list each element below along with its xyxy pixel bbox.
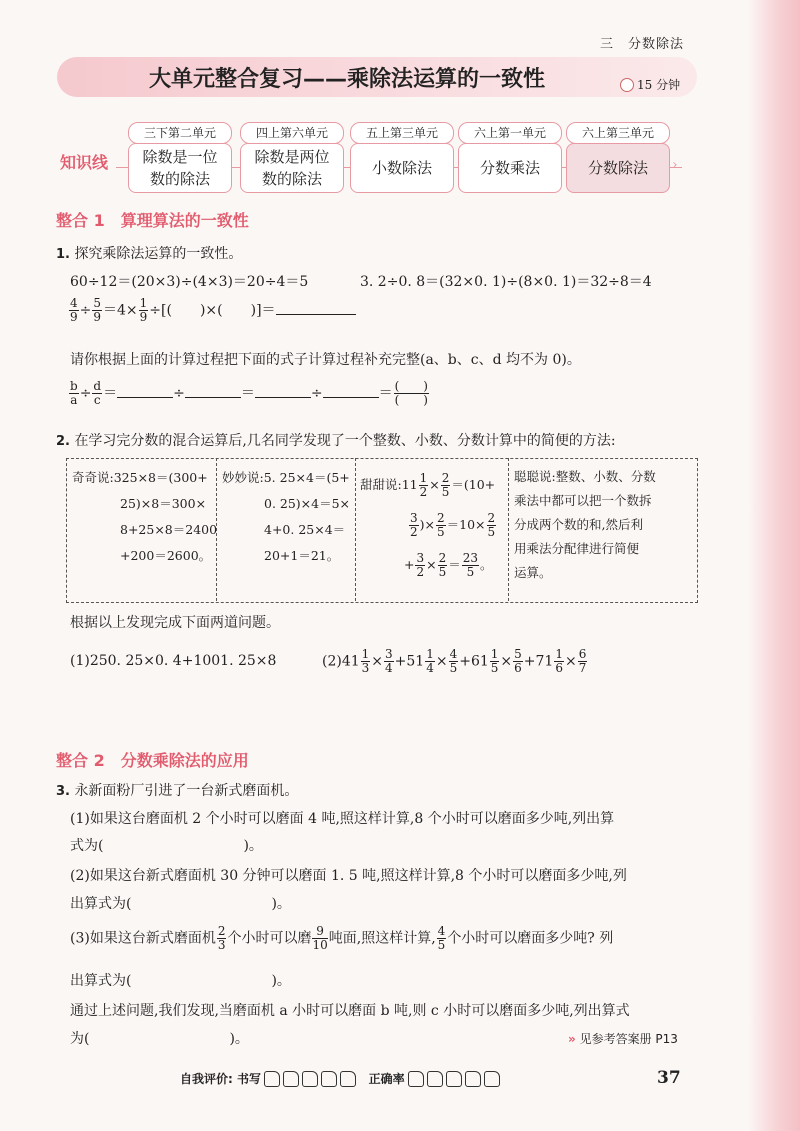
follow-up-text: 根据以上发现完成下面两道问题。 [70, 615, 280, 631]
unit-topic: 除数是两位 数的除法 [240, 143, 344, 193]
unit-tag: 六上第一单元 [458, 122, 562, 144]
thumb-up-icon[interactable] [446, 1071, 462, 1087]
clock-icon [620, 78, 634, 92]
equation: 60÷12＝(20×3)÷(4×3)＝20÷4＝5 [70, 274, 309, 290]
unit-tag: 六上第三单元 [566, 122, 670, 144]
answer-blank[interactable] [323, 397, 379, 398]
answer-blank[interactable] [117, 397, 173, 398]
answer-reference: » 见参考答案册 P13 [568, 1032, 678, 1046]
question-text: 探究乘除法运算的一致性。 [74, 246, 243, 262]
thumb-up-icon[interactable] [283, 1071, 299, 1087]
thumb-up-icon[interactable] [408, 1071, 424, 1087]
equation-fill: $\frac{4}{9}$ ÷ $\frac{5}{9}$ ＝4× $\frac{1}{9}$ ÷[( )×( )]＝ [68, 297, 356, 324]
answer-blank[interactable] [255, 397, 311, 398]
problem-2: (2)41 $\frac{1}{3}$ × $\frac{3}{4}$ +51 $\frac{1}{4}$ × $\frac{4}{5}$ +61 $\frac{1}{5}$ × $\frac{5}{6}$ +71 $\frac{1}{6}$ × $\frac{6}{7}$ [322, 647, 587, 675]
question-text: 在学习完分数的混合运算后,几名同学发现了一个整数、小数、分数计算中的简便的方法: [74, 433, 616, 449]
sub-question: 出算式为( )。 [70, 896, 291, 912]
thumb-up-icon[interactable] [427, 1071, 443, 1087]
double-chevron-icon: » [568, 1032, 576, 1046]
student-note-miaomiao: 妙妙说:5. 25×4＝(5+ 0. 25)×4＝5× 4+0. 25×4＝ 20+1＝21。 [222, 470, 351, 563]
conclusion: 通过上述问题,我们发现,当磨面机 a 小时可以磨面 b 吨,则 c 小时可以磨面多少吨,列出算式 [70, 1003, 630, 1019]
thumb-up-icon[interactable] [340, 1071, 356, 1087]
answer-blank[interactable] [185, 397, 241, 398]
answer-blank[interactable] [276, 314, 356, 315]
question-2: 2. 在学习完分数的混合运算后,几名同学发现了一个整数、小数、分数计算中的简便的方法: [56, 433, 616, 449]
unit-topic: 分数乘法 [458, 143, 562, 193]
sub-question: (1)如果这台磨面机 2 个小时可以磨面 4 吨,照这样计算,8 个小时可以磨面多少吨,列出算 [70, 811, 615, 827]
sub-question: (2)如果这台新式磨面机 30 分钟可以磨面 1. 5 吨,照这样计算,8 个小时可以磨面多少吨,列 [70, 868, 627, 884]
table-divider [355, 458, 356, 601]
question-3: 3. 永新面粉厂引进了一台新式磨面机。 [56, 783, 299, 799]
knowledge-line-label: 知识线 [60, 153, 109, 172]
question-1: 1. 探究乘除法运算的一致性。 [56, 246, 243, 262]
equation-fill: $\frac{b}{a}$ ÷ $\frac{d}{c}$ ＝ ÷ ＝ ÷ ＝ $\frac{( )}{( )}$ [70, 379, 428, 407]
equation: 3. 2÷0. 8＝(32×0. 1)÷(8×0. 1)＝32÷8＝4 [360, 274, 652, 290]
thumb-up-icon[interactable] [465, 1071, 481, 1087]
conclusion: 为( )。 [70, 1031, 249, 1047]
student-note-qiqi: 奇奇说:325×8＝(300+ 25)×8＝300× 8+25×8＝2400 +200＝2600。 [72, 470, 218, 563]
thumb-up-icon[interactable] [264, 1071, 280, 1087]
answer-fraction-blank[interactable]: $\frac{( )}{( )}$ [394, 379, 428, 407]
arrow-right-icon: › [672, 157, 678, 173]
timer [620, 76, 680, 93]
unit-topic: 小数除法 [350, 143, 454, 193]
page-title: 大单元整合复习——乘除法运算的一致性 [148, 67, 545, 92]
page-number: 37 [657, 1068, 681, 1088]
unit-tag: 五上第三单元 [350, 122, 454, 144]
timer-text: 15 分钟 [637, 78, 681, 92]
sub-question: 出算式为( )。 [70, 973, 291, 989]
problem-1: (1)250. 25×0. 4+1001. 25×8 [70, 653, 277, 669]
unit-topic: 除数是一位 数的除法 [128, 143, 232, 193]
section-title: 整合 2 分数乘除法的应用 [56, 751, 249, 770]
thumb-up-icon[interactable] [302, 1071, 318, 1087]
instruction: 请你根据上面的计算过程把下面的式子计算过程补充完整(a、b、c、d 均不为 0)。 [70, 352, 581, 368]
chapter-header: 三 分数除法 [600, 37, 685, 52]
page-edge-decoration [748, 0, 800, 1131]
table-divider [508, 458, 509, 601]
student-note-tiantian: 甜甜说:11 $\frac{1}{2}$ × $\frac{2}{5}$ ＝(10+ $\frac{3}{2}$ )× $\frac{2}{5}$ ＝10× $\frac{2}{5}$ + $\frac{3}{2}$ × $\frac{2}{5}$ ＝ $\frac{23}{5}$ 。 [360, 470, 496, 579]
thumb-up-icon[interactable] [484, 1071, 500, 1087]
sub-question: (3)如果这台新式磨面机 $\frac{2}{3}$ 个小时可以磨 $\frac{9}{10}$ 吨面,照这样计算, $\frac{4}{5}$ 个小时可以磨面多少吨? 列 [70, 924, 614, 952]
question-text: 永新面粉厂引进了一台新式磨面机。 [74, 783, 299, 799]
unit-topic: 分数除法 [566, 143, 670, 193]
thumb-up-icon[interactable] [321, 1071, 337, 1087]
sub-question: 式为( )。 [70, 838, 263, 854]
unit-tag: 三下第二单元 [128, 122, 232, 144]
self-evaluation: 自我评价: 书写 正确率 [180, 1070, 500, 1087]
student-note-congcong: 聪聪说:整数、小数、分数 乘法中都可以把一个数拆 分成两个数的和,然后利 用乘法分配律进行简便 运算。 [514, 469, 656, 580]
section-title: 整合 1 算理算法的一致性 [56, 211, 249, 230]
unit-tag: 四上第六单元 [240, 122, 344, 144]
